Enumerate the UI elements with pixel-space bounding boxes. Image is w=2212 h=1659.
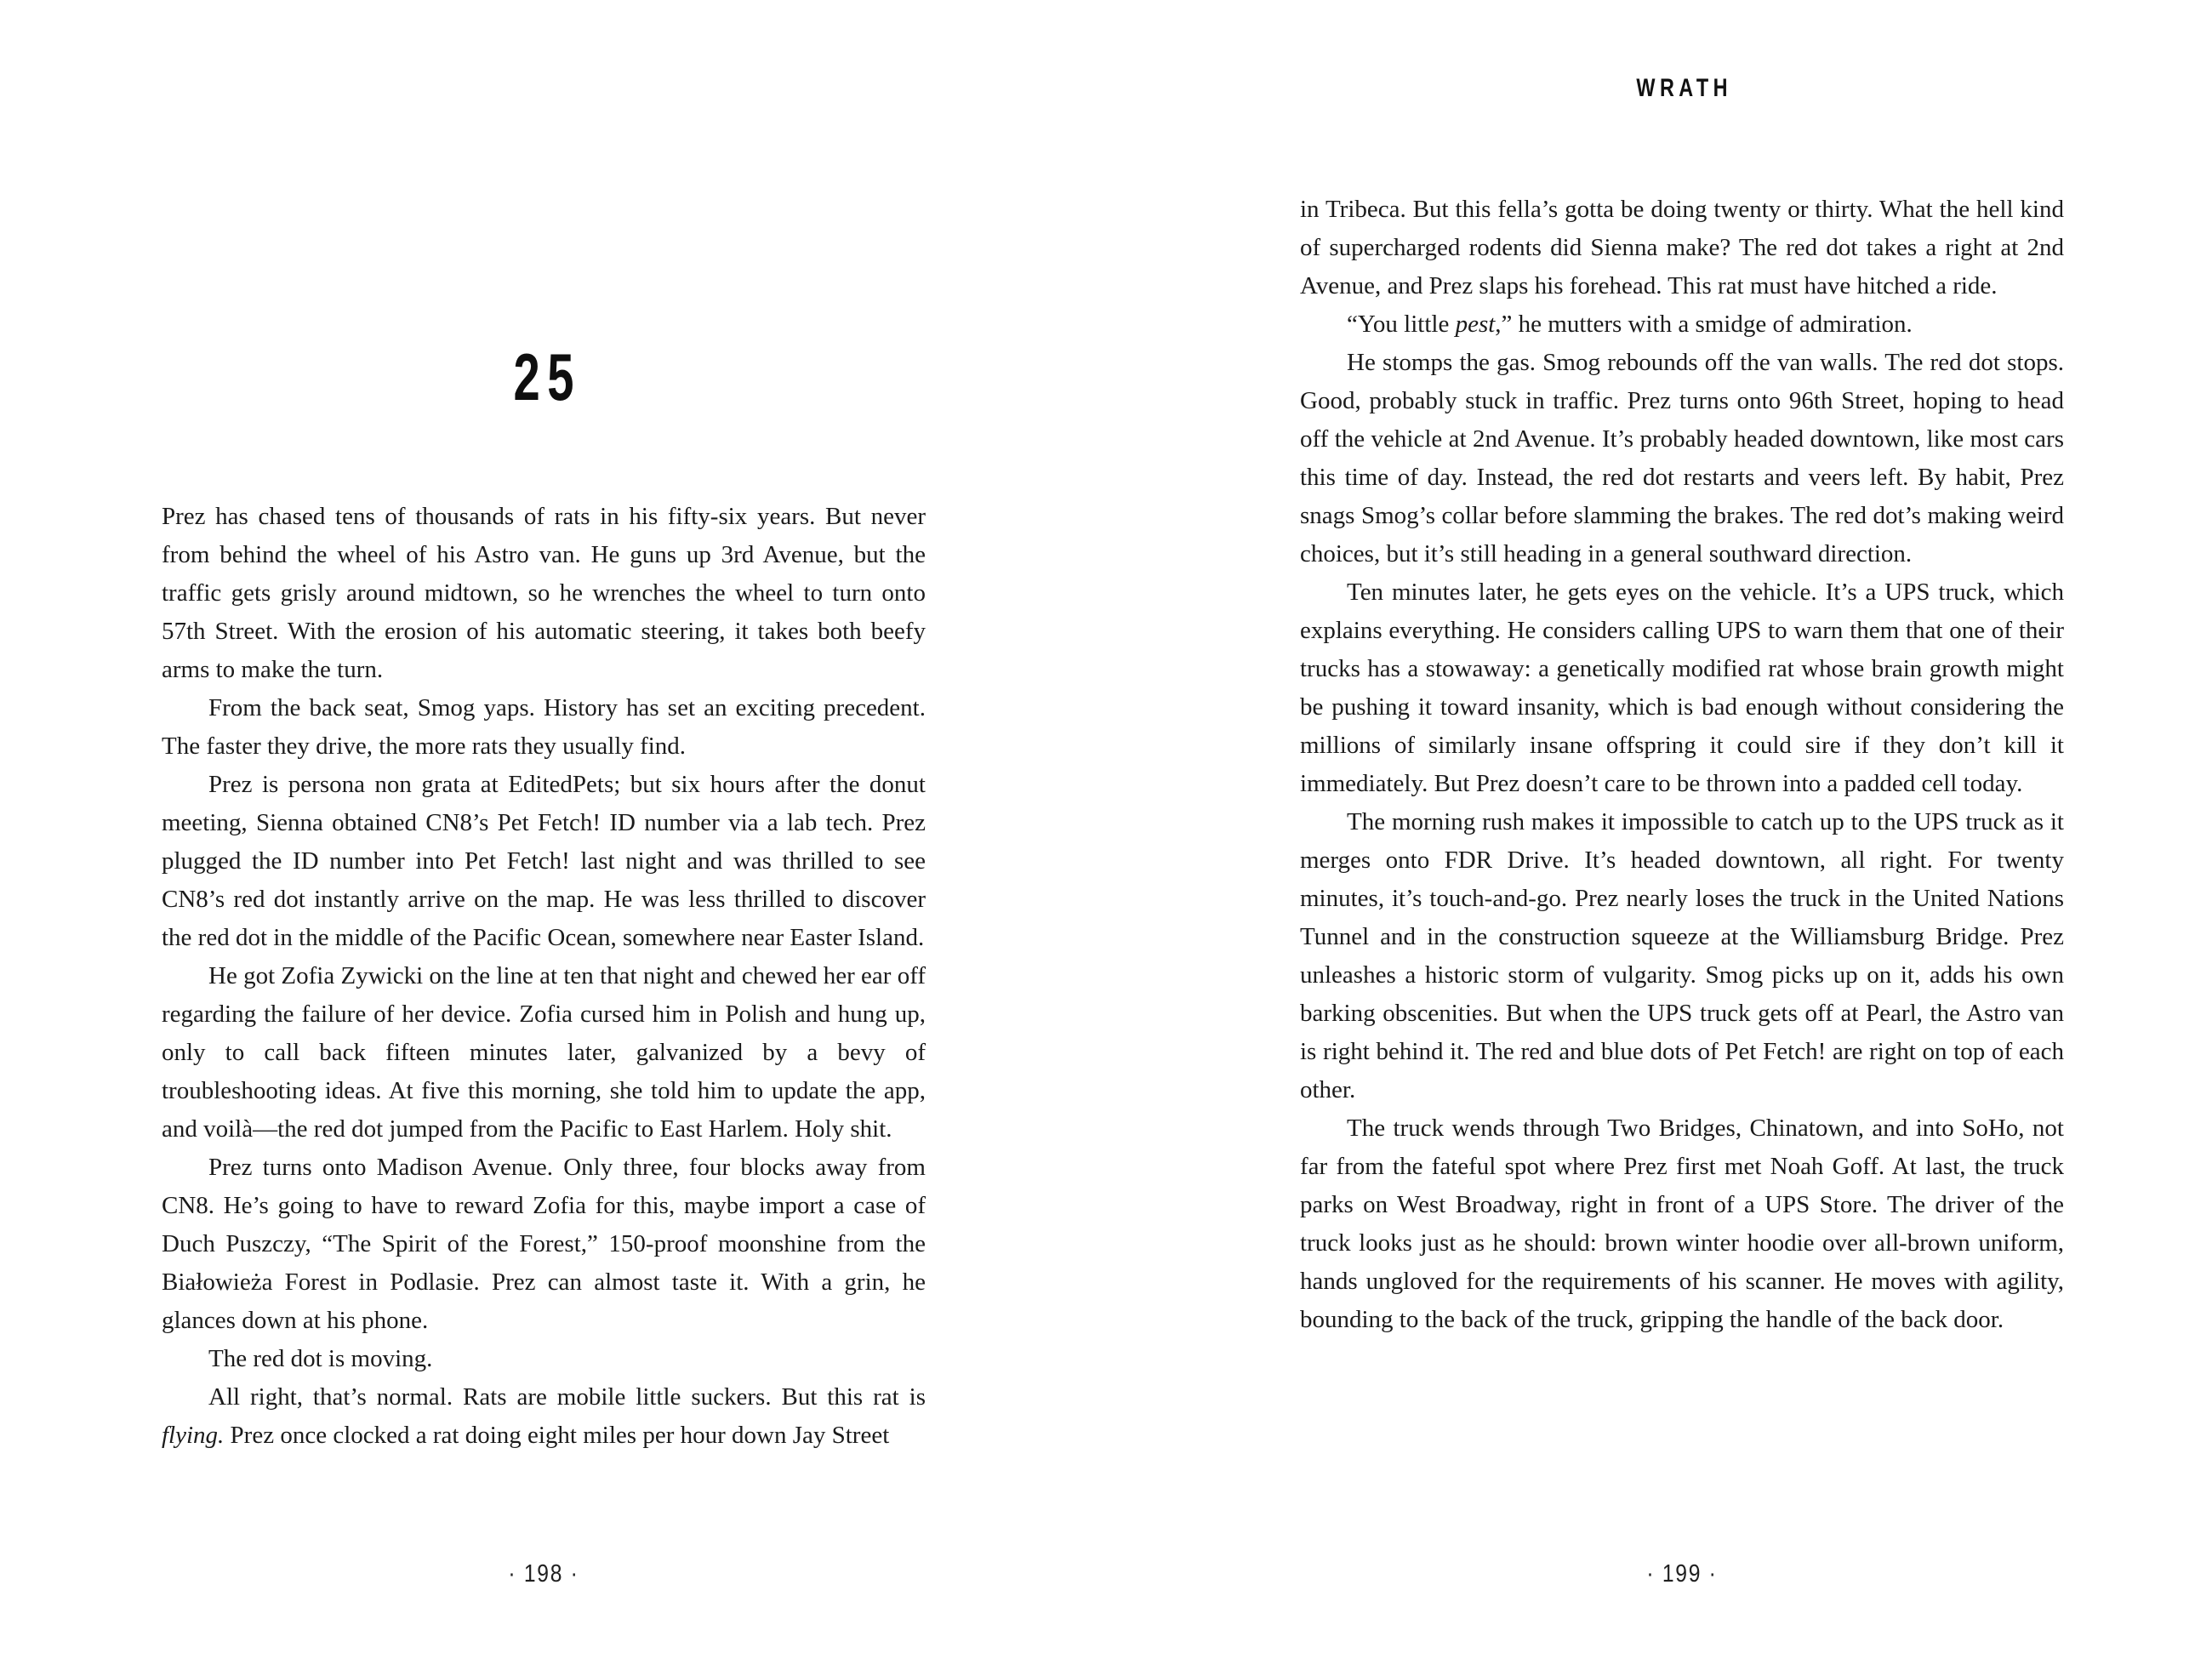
paragraph [162, 1149, 926, 1340]
text-run: Prez once clocked a rat doing eight miles per hour down Jay Street [224, 1422, 890, 1449]
paragraph [1300, 573, 2064, 803]
left-page-body-text [162, 498, 926, 1455]
text-run: He got Zofia Zywicki on the line at ten that night and chewed her ear off regarding the failure of her device. Zofia cursed him in Polish and hung up, only to call back fifteen minutes later, galvanized by a bevy of troubleshooting ideas. At five this morning, she told him to update the app, and voilà—the red dot jumped from the Pacific to East Harlem. Holy shit. [162, 962, 926, 1143]
text-run: ,” he mutters with a smidge of admiration. [1495, 311, 1913, 338]
text-run: Prez has chased tens of thousands of rats in his fifty-six years. But never from behind the wheel of his Astro van. He guns up 3rd Avenue, but the traffic gets grisly around midtown, so he wrenches the wheel to turn onto 57th Street. With the erosion of his automatic steering, it takes both beefy arms to make the turn. [162, 503, 926, 683]
text-run: From the back seat, Smog yaps. History has set an exciting precedent. The faster they drive, the more rats they usually find. [162, 694, 926, 760]
text-run: He stomps the gas. Smog rebounds off the van walls. The red dot stops. Good, probably stuck in traffic. Prez turns onto 96th Street, hoping to head off the vehicle at 2nd Avenue. It’s probably headed downtown, like most cars this time of day. Instead, the red dot restarts and veers left. By habit, Prez snags Smog’s collar before slamming the brakes. The red dot’s making weird choices, but it’s still heading in a general southward direction. [1300, 349, 2064, 567]
page-number-left: · 198 · [508, 1560, 579, 1588]
right-page-body-text [1300, 191, 2064, 1339]
text-run: in Tribeca. But this fella’s gotta be doing twenty or thirty. What the hell kind of supercharged rodents did Sienna make? The red dot takes a right at 2nd Avenue, and Prez slaps his forehead. This rat must have hitched a ride. [1300, 196, 2064, 299]
paragraph [162, 1340, 926, 1378]
running-header: WRATH [1636, 74, 1733, 102]
paragraph [162, 689, 926, 766]
page-right [1300, 0, 2064, 1659]
text-run: “You little [1347, 311, 1456, 338]
paragraph [1300, 803, 2064, 1109]
text-run: All right, that’s normal. Rats are mobile little suckers. But this rat is [208, 1383, 926, 1411]
paragraph [1300, 305, 2064, 344]
paragraph [1300, 1109, 2064, 1339]
paragraph [1300, 344, 2064, 573]
page-number-right: · 199 · [1646, 1560, 1718, 1588]
text-run: The morning rush makes it impossible to catch up to the UPS truck as it merges onto FDR Drive. It’s headed downtown, all right. For twenty minutes, it’s touch-and-go. Prez nearly loses the truck in the United Nations Tunnel and in the construction squeeze at the Williamsburg Bridge. Prez unleashes a historic storm of vulgarity. Smog picks up on it, adds his own barking obscenities. But when the UPS truck gets off at Pearl, the Astro van is right behind it. The red and blue dots of Pet Fetch! are right on top of each other. [1300, 808, 2064, 1103]
chapter-number: 25 [513, 339, 582, 414]
paragraph [162, 498, 926, 689]
italic-text: flying. [162, 1422, 225, 1449]
page-left [162, 0, 926, 1659]
text-run: Prez turns onto Madison Avenue. Only three, four blocks away from CN8. He’s going to have to reward Zofia for this, maybe import a case of Duch Puszczy, “The Spirit of the Forest,” 150-proof moonshine from the Białowieża Forest in Podlasie. Prez can almost taste it. With a grin, he glances down at his phone. [162, 1154, 926, 1334]
paragraph [162, 957, 926, 1149]
paragraph [1300, 191, 2064, 305]
paragraph [162, 766, 926, 957]
italic-text: pest [1455, 311, 1496, 338]
paragraph [162, 1378, 926, 1455]
text-run: The red dot is moving. [208, 1345, 433, 1372]
text-run: Ten minutes later, he gets eyes on the vehicle. It’s a UPS truck, which explains everything. He considers calling UPS to warn them that one of their trucks has a stowaway: a genetically modified rat whose brain growth might be pushing it toward insanity, which is bad enough without considering the millions of similarly insane offspring it could sire if they don’t kill it immediately. But Prez doesn’t care to be thrown into a padded cell today. [1300, 579, 2064, 797]
text-run: The truck wends through Two Bridges, Chinatown, and into SoHo, not far from the fateful spot where Prez first met Noah Goff. At last, the truck parks on West Broadway, right in front of a UPS Store. The driver of the truck looks just as he should: brown winter hoodie over all-brown uniform, hands ungloved for the requirements of his scanner. He moves with agility, bounding to the back of the truck, gripping the handle of the back door. [1300, 1115, 2064, 1333]
text-run: Prez is persona non grata at EditedPets; but six hours after the donut meeting, Sienna obtained CN8’s Pet Fetch! ID number via a lab tech. Prez plugged the ID number into Pet Fetch! last night and was thrilled to see CN8’s red dot instantly arrive on the map. He was less thrilled to discover the red dot in the middle of the Pacific Ocean, somewhere near Easter Island. [162, 771, 926, 951]
